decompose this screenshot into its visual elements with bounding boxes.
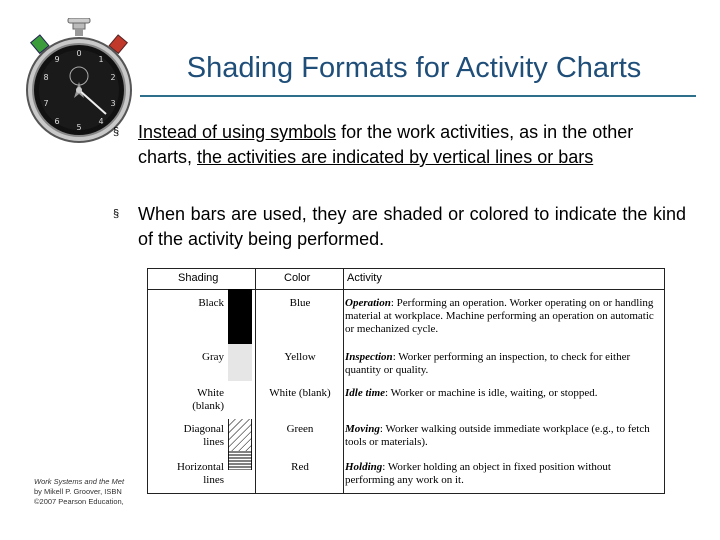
row-4-activity: [345, 423, 661, 449]
row-3-shading: [148, 387, 224, 413]
bullet-1-part-2: for the work activities, as in the other charts,: [138, 122, 634, 167]
row-1-term: Operation: [345, 297, 391, 309]
row-4-color: Green: [286, 423, 314, 435]
row-1-shading: Black: [198, 297, 224, 309]
row-5-activity: [345, 461, 661, 487]
row-5-description: : Worker holding an object in fixed position without performing any work on it.: [345, 461, 611, 486]
image-credit: [34, 477, 144, 507]
row-2-description: : Worker performing an inspection, to check for either quantity or quality.: [345, 351, 631, 376]
row-2-color: Yellow: [284, 351, 316, 363]
row-4-description: : Worker walking outside immediate workplace (e.g., to fetch tools or materials).: [345, 423, 650, 448]
svg-text:7: 7: [43, 99, 49, 108]
bullet-marker-2: §: [113, 208, 120, 220]
row-4-shading-line2: lines: [203, 436, 224, 448]
row-3-term: Idle time: [345, 387, 386, 399]
row-3-shading-line1: White: [197, 387, 224, 399]
row-3-activity: [345, 387, 661, 400]
svg-text:2: 2: [110, 73, 116, 82]
row-2-term: Inspection: [345, 351, 393, 363]
header-shading: Shading: [178, 272, 219, 284]
svg-text:9: 9: [54, 55, 60, 64]
credit-line-3: ©2007 Pearson Education,: [34, 497, 124, 506]
svg-text:6: 6: [54, 117, 60, 126]
swatch-white: [228, 381, 252, 419]
svg-text:8: 8: [43, 73, 49, 82]
header-activity: Activity: [347, 272, 382, 284]
row-2-shading: Gray: [202, 351, 224, 363]
bullet-2-text: When bars are used, they are shaded or colored to indicate the kind of the activity being performed.: [138, 204, 686, 249]
table-header: [148, 269, 664, 290]
slide-title: Shading Formats for Activity Charts: [186, 52, 642, 84]
title-divider: [140, 95, 696, 97]
credit-line-2: by Mikell P. Groover, ISBN: [34, 487, 122, 496]
swatch-diagonal: [228, 419, 252, 451]
row-4-shading-line1: Diagonal: [183, 423, 224, 435]
svg-text:4: 4: [98, 117, 104, 126]
header-color: Color: [284, 272, 311, 284]
row-5-term: Holding: [345, 461, 383, 473]
row-5-shading-line1: Horizontal: [176, 461, 224, 473]
row-4-term: Moving: [345, 423, 380, 435]
row-5-shading: [148, 461, 224, 487]
stopwatch-icon: [18, 18, 138, 144]
row-4-shading: [148, 423, 224, 449]
row-1-description: : Performing an operation. Worker operating on or handling material at workplace. Machine performing an operation on automatic or mechanized cycle.: [345, 297, 654, 335]
row-3-shading-line2: (blank): [192, 400, 224, 412]
svg-text:1: 1: [98, 55, 104, 64]
row-1-activity: [345, 297, 661, 336]
row-3-color: White (blank): [269, 387, 331, 399]
activity-shading-table: [147, 268, 665, 494]
bullet-1-text: [138, 120, 686, 170]
bullet-1-part-1: Instead of using symbols: [138, 122, 337, 142]
row-1-color: Blue: [289, 297, 311, 309]
row-3-description: : Worker or machine is idle, waiting, or stopped.: [385, 387, 598, 399]
swatch-horizontal: [228, 451, 252, 470]
svg-text:0: 0: [76, 49, 82, 58]
swatch-gray: [228, 344, 252, 381]
swatch-black: [228, 289, 252, 344]
bullet-marker-1: §: [113, 126, 120, 138]
bullet-1-part-3: the activities are indicated by vertical lines or bars: [197, 147, 594, 167]
svg-text:5: 5: [76, 123, 82, 132]
credit-line-1: Work Systems and the Met: [34, 477, 125, 486]
row-5-color: Red: [291, 461, 309, 473]
svg-text:3: 3: [110, 99, 116, 108]
row-5-shading-line2: lines: [203, 474, 224, 486]
row-2-activity: [345, 351, 661, 377]
